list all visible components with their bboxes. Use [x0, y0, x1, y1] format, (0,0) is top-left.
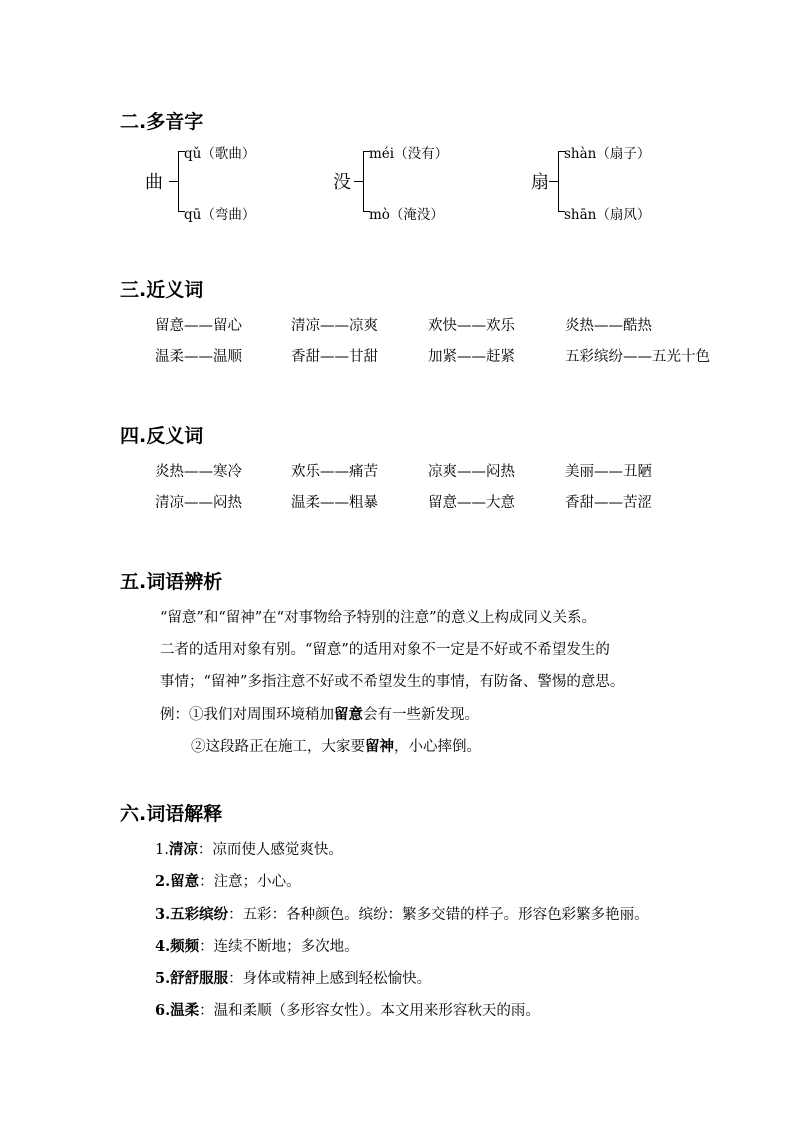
definition-item [155, 935, 359, 956]
example-sentence-2 [191, 735, 481, 756]
polyphone-reading-bottom: qū（弯曲） [184, 207, 256, 223]
definition-term: 频频 [170, 938, 200, 955]
definition-text: ：温和柔顺（多形容女性）。本文用来形容秋天的雨。 [199, 1003, 540, 1019]
brace [178, 151, 179, 212]
polyphone-reading-top: shàn（扇子） [564, 146, 651, 162]
synonym-pair: 五彩缤纷——五光十色 [565, 349, 710, 365]
antonym-pair: 美丽——丑陋 [565, 464, 652, 480]
antonym-pair: 温柔——粗暴 [291, 495, 378, 511]
definition-text: ：注意；小心。 [199, 874, 301, 890]
definition-number: 2. [155, 873, 171, 890]
definition-text: ：身体或精神上感到轻松愉快。 [228, 971, 432, 987]
analysis-line: “留意”和“留神”在“对事物给予特别的注意”的意义上构成同义关系。 [160, 610, 596, 626]
synonym-pair: 留意——留心 [155, 318, 242, 334]
definition-term: 温柔 [170, 1002, 200, 1019]
definition-item [155, 870, 301, 891]
antonym-pair: 清凉——闷热 [155, 495, 242, 511]
definition-item [155, 967, 431, 988]
example-text: 会有一些新发现。 [363, 707, 479, 723]
section-title-duoyinzi: 二.多音字 [120, 111, 204, 133]
definition-text: ：五彩：各种颜色。缤纷：繁多交错的样子。形容色彩繁多艳丽。 [228, 907, 649, 923]
polyphone-reading-bottom: mò（淹没） [369, 207, 444, 223]
example-keyword: 留意 [334, 706, 363, 723]
polyphone-reading-top: méi（没有） [369, 146, 449, 162]
definition-term: 清凉 [168, 841, 198, 858]
antonym-pair: 香甜——苦涩 [565, 495, 652, 511]
definition-item [155, 903, 649, 924]
example-keyword: 留神 [365, 738, 394, 755]
section-title-jinyici: 三.近义词 [120, 279, 204, 301]
definition-number: 1. [155, 842, 169, 858]
brace [363, 151, 364, 212]
synonym-pair: 温柔——温顺 [155, 349, 242, 365]
antonym-pair: 欢乐——痛苦 [291, 464, 378, 480]
section-title-bianxi: 五.词语辨析 [120, 571, 223, 593]
example-text: 例：①我们对周围环境稍加 [160, 707, 334, 723]
section-title-jieshi: 六.词语解释 [120, 803, 223, 825]
definition-item [155, 838, 343, 859]
synonym-pair: 欢快——欢乐 [428, 318, 515, 334]
polyphone-char: 没 [333, 172, 351, 193]
antonym-pair: 炎热——寒冷 [155, 464, 242, 480]
definition-number: 3. [155, 906, 171, 923]
definition-term: 留意 [170, 873, 200, 890]
example-sentence-1 [160, 703, 479, 724]
polyphone-reading-bottom: shān（扇风） [564, 207, 651, 223]
example-text: ，小心摔倒。 [394, 739, 481, 755]
analysis-line: 事情；“留神”多指注意不好或不希望发生的事情，有防备、警惕的意思。 [160, 674, 625, 690]
analysis-line: 二者的适用对象有别。“留意”的适用对象不一定是不好或不希望发生的 [160, 642, 610, 658]
brace [558, 151, 559, 212]
definition-term: 五彩缤纷 [170, 906, 229, 923]
antonym-pair: 留意——大意 [428, 495, 515, 511]
polyphone-char: 扇 [531, 172, 549, 193]
synonym-pair: 清凉——凉爽 [291, 318, 378, 334]
definition-item [155, 999, 540, 1020]
definition-text: ：连续不断地；多次地。 [199, 939, 359, 955]
synonym-pair: 加紧——赶紧 [428, 349, 515, 365]
synonym-pair: 炎热——酷热 [565, 318, 652, 334]
definition-number: 4. [155, 938, 171, 955]
synonym-pair: 香甜——甘甜 [291, 349, 378, 365]
definition-term: 舒舒服服 [170, 970, 229, 987]
definition-text: ：凉而使人感觉爽快。 [197, 842, 343, 858]
example-text: ②这段路正在施工，大家要 [191, 739, 365, 755]
definition-number: 6. [155, 1002, 171, 1019]
polyphone-reading-top: qǔ（歌曲） [184, 146, 256, 162]
antonym-pair: 凉爽——闷热 [428, 464, 515, 480]
definition-number: 5. [155, 970, 171, 987]
section-title-fanyici: 四.反义词 [120, 425, 204, 447]
polyphone-char: 曲 [145, 172, 163, 193]
